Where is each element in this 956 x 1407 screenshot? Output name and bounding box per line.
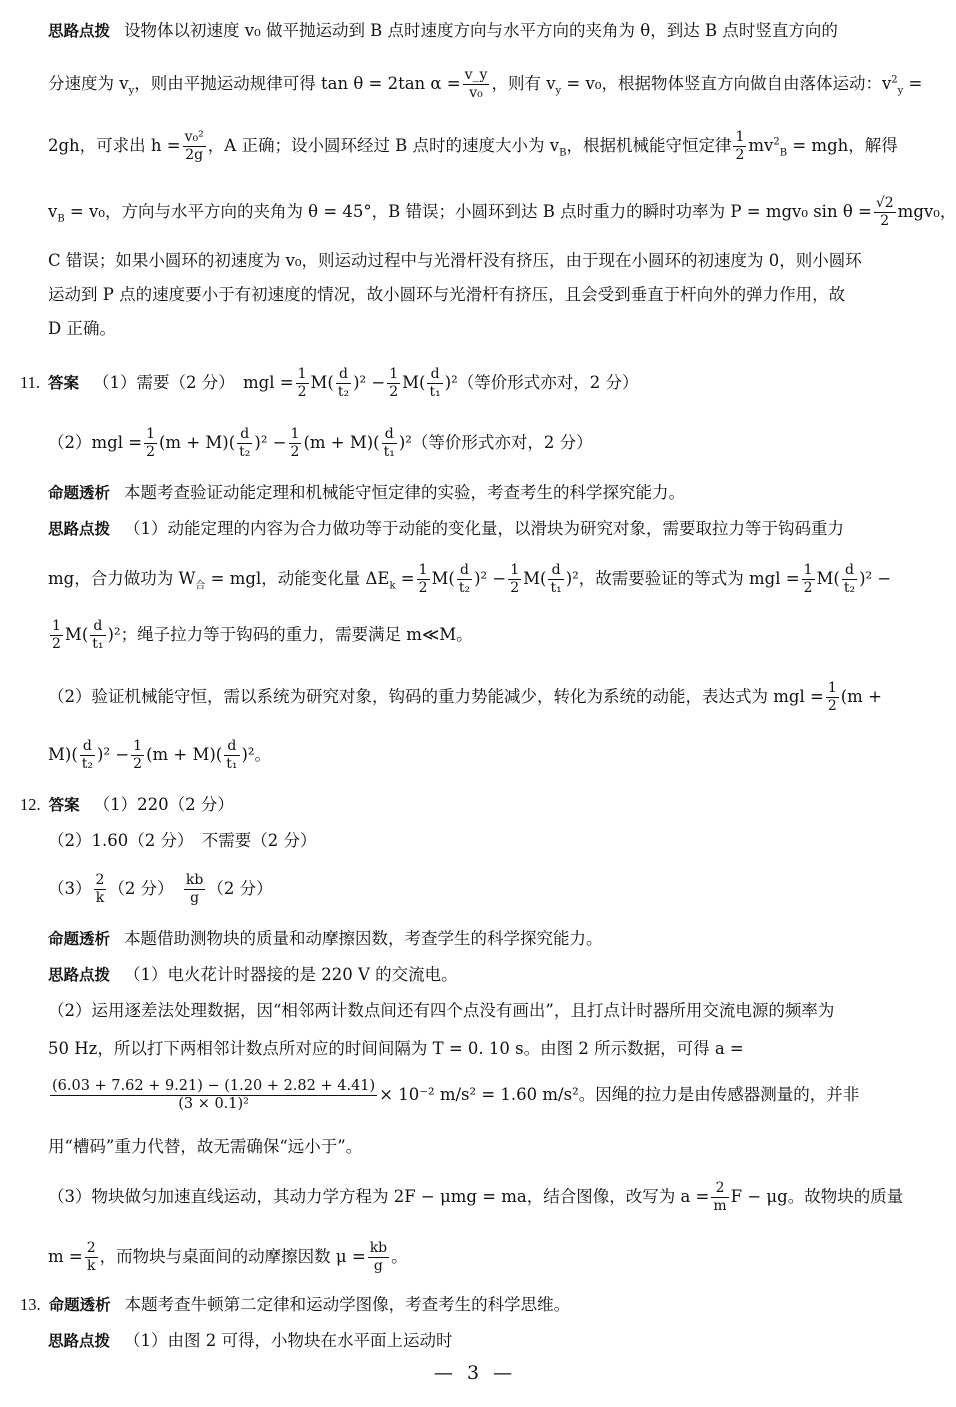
q12-answer-1: 12. 答案 （1）220（2 分） xyxy=(20,795,234,814)
page-number: — 3 — xyxy=(433,1362,517,1384)
q12-answer-2: （2）1.60（2 分） 不需要（2 分） xyxy=(48,831,317,850)
fraction-sqrt2-2: $\frac{√2}{2}$ xyxy=(875,195,894,229)
q12-thinking-4: $\frac{(6.03 + 7.62 + 9.21) - (1.20 + 2.82 + 4.41)}{\text{(3 × 0.1)²}}$ × 10⁻² m/s² = 1.60 m/s²。因绳的拉力是由传感器测量的，并非 xyxy=(52,1078,860,1112)
fraction-v0sq-2g: $\frac{\text{v₀²}}{2g}$ xyxy=(184,129,204,163)
q12-thinking-7: m = $\frac{2}{k}$ ，而物块与桌面间的动摩擦因数 μ = $\frac{kb}{g}$ 。 xyxy=(48,1240,408,1274)
fraction-half: $\frac{1}{2}$ xyxy=(735,129,745,163)
p10-line-2: 分速度为 $v_y$，则由平抛运动规律可得 tan θ = 2tan α = $\frac{v\_y}{\text{v₀}}$ ，则有 $v_y = v_0$，根据物体竖直方向做自由落体运动：$v^2_y$ = xyxy=(48,67,923,101)
fraction-vy-v0: $\frac{v\_y}{\text{v₀}}$ xyxy=(464,67,488,101)
q12-thinking-6: （3）物块做匀加速直线运动，其动力学方程为 2F − μmg = ma，结合图像，改写为 a = $\frac{2}{m}$ F − μg。故物块的质量 xyxy=(48,1180,904,1214)
p10-line-3: 2gh，可求出 h = $\frac{\text{v₀²}}{2g}$ ，A 正确；设小圆环经过 B 点时的速度大小为 $v_B$，根据机械能守恒定律 $\frac{1}{2}$ $mv^2_B$ = mgh，解得 xyxy=(48,129,898,163)
q13-analysis: 13. 命题透析 本题考查牛顿第二定律和运动学图像，考查考生的科学思维。 xyxy=(20,1295,571,1314)
q12-thinking-1: 思路点拨 （1）电火花计时器接的是 220 V 的交流电。 xyxy=(48,965,458,984)
q11-thinking-1: 思路点拨 （1）动能定理的内容为合力做功等于动能的变化量，以滑块为研究对象，需要取拉力等于钩码重力 xyxy=(48,519,845,538)
q12-thinking-3: 50 Hz，所以打下两相邻计数点所对应的时间间隔为 T = 0. 10 s。由图 2 所示数据，可得 a = xyxy=(48,1039,744,1058)
q12-thinking-5: 用“槽码”重力代替，故无需确保“远小于”。 xyxy=(48,1137,363,1156)
q13-thinking-1: 思路点拨 （1）由图 2 可得，小物块在水平面上运动时 xyxy=(48,1331,453,1350)
q11-thinking-3: $\frac{1}{2}$ M( $\frac{d}{\text{t₁}}$ )²；绳子拉力等于钩码的重力，需要满足 m≪M。 xyxy=(52,618,473,652)
q11-thinking-2: mg，合力做功为 $W_合$ = mgl，动能变化量 $\Delta E_k$ = $\frac{1}{2}$ M( $\frac{d}{\text{t₂}}$ )² − $\frac{1}{2}$ M( $\frac{d}{\text{t₁}}$ )²，故需要验证的等式为 mgl = $\frac{1}{2}$ M( $\frac{d}{\text{t₂}}$ )² − xyxy=(48,562,892,596)
p10-line-5: C 错误；如果小圆环的初速度为 v₀，则运动过程中与光滑杆没有挤压，由于现在小圆环的初速度为 0，则小圆环 xyxy=(48,251,862,270)
p10-line-7: D 正确。 xyxy=(48,319,116,338)
q11-analysis: 命题透析 本题考查验证动能定理和机械能守恒定律的实验，考查考生的科学探究能力。 xyxy=(48,483,686,502)
q11-thinking-5: M)( $\frac{d}{\text{t₂}}$ )² − $\frac{1}{2}$ (m + M)( $\frac{d}{\text{t₁}}$ )²。 xyxy=(48,738,272,772)
q11-answer-2: （2）mgl = $\frac{1}{2}$ (m + M)( $\frac{d}{\text{t₂}}$ )² − $\frac{1}{2}$ (m + M)( $\frac{d}{\text{t₁}}$ )²（等价形式亦对，2 分） xyxy=(48,426,593,460)
p10-line-4: $v_B = v_0$，方向与水平方向的夹角为 θ = 45°，B 错误；小圆环到达 B 点时重力的瞬时功率为 P = mgv₀ sin θ = $\frac{√2}{2}$ mgv₀， xyxy=(48,195,956,229)
p10-line-1: 思路点拨 设物体以初速度 v₀ 做平抛运动到 B 点时速度方向与水平方向的夹角为 θ，到达 B 点时竖直方向的 xyxy=(48,21,838,40)
q11-answer-1: 11. 答案 （1）需要（2 分） mgl = $\frac{1}{2}$ M( $\frac{d}{\text{t₂}}$ )² − $\frac{1}{2}$ M( $\frac{d}{\text{t₁}}$ )²（等价形式亦对，2 分） xyxy=(20,366,639,400)
thinking-label: 思路点拨 xyxy=(48,22,111,40)
p10-line-6: 运动到 P 点的速度要小于有初速度的情况，故小圆环与光滑杆有挤压，且会受到垂直于杆向外的弹力作用，故 xyxy=(48,285,846,304)
fraction-acceleration: $\frac{(6.03 + 7.62 + 9.21) - (1.20 + 2.82 + 4.41)}{\text{(3 × 0.1)²}}$ xyxy=(52,1078,376,1112)
q11-thinking-4: （2）验证机械能守恒，需以系统为研究对象，钩码的重力势能减少，转化为系统的动能，表达式为 mgl = $\frac{1}{2}$ (m + xyxy=(48,680,882,714)
q12-analysis: 命题透析 本题借助测物块的质量和动摩擦因数，考查学生的科学探究能力。 xyxy=(48,929,603,948)
q12-answer-3: （3） $\frac{2}{k}$ （2 分） $\frac{kb}{g}$ （2 分） xyxy=(48,872,273,906)
q12-thinking-2: （2）运用逐差法处理数据，因“相邻两计数点间还有四个点没有画出”，且打点计时器所用交流电源的频率为 xyxy=(48,1001,835,1020)
